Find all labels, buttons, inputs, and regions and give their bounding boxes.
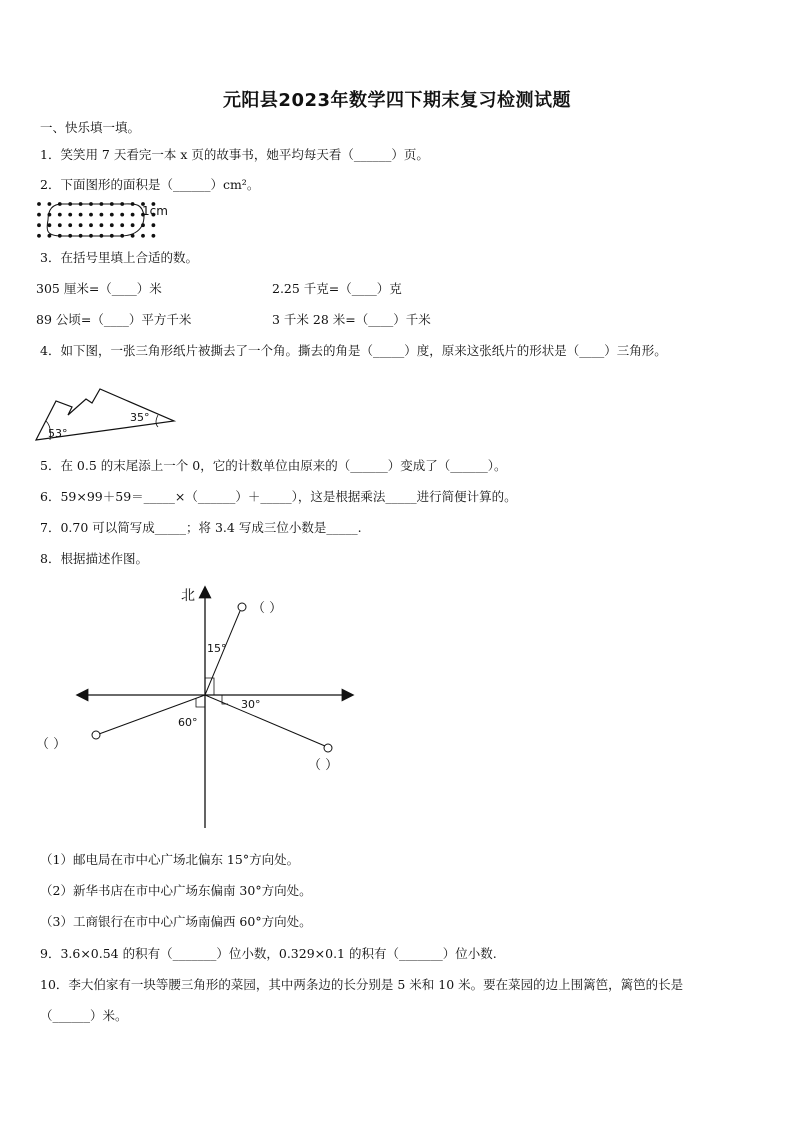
- grid-dot: [110, 213, 114, 217]
- angle-arc-right: [156, 415, 158, 427]
- question-10-line-2: （______）米。: [40, 1008, 128, 1023]
- grid-dot: [152, 234, 156, 238]
- grid-dot: [152, 223, 156, 227]
- question-6: 6．59×99＋59＝_____×（______）＋_____），这是根据乘法_____进行简便计算的。: [40, 489, 517, 504]
- figure-outline: [47, 204, 144, 236]
- point-se: [324, 744, 332, 752]
- north-label: 北: [181, 588, 195, 604]
- grid-dot: [48, 202, 52, 206]
- ray-se: [205, 695, 325, 746]
- grid-dot: [37, 213, 41, 217]
- question-3b: 2.25 千克=（____）克: [272, 281, 402, 296]
- angle-label-60: 60°: [178, 716, 198, 729]
- question-3: 3．在括号里填上合适的数。: [40, 250, 198, 265]
- dot-grid-figure: [34, 200, 194, 240]
- direction-diagram: [32, 578, 372, 838]
- grid-dot: [68, 213, 72, 217]
- grid-dot: [89, 213, 93, 217]
- grid-dot: [131, 223, 135, 227]
- grid-dot: [37, 202, 41, 206]
- question-8-part-2: （2）新华书店在市中心广场东偏南 30°方向处。: [40, 883, 312, 898]
- page-title: 元阳县2023年数学四下期末复习检测试题: [222, 90, 572, 111]
- grid-dot: [141, 234, 145, 238]
- question-3d: 3 千米 28 米=（____）千米: [272, 312, 431, 327]
- question-8-part-3: （3）工商银行在市中心广场南偏西 60°方向处。: [40, 914, 312, 929]
- dot-grid: [37, 202, 155, 238]
- question-10-line-1: 10．李大伯家有一块等腰三角形的菜园，其中两条边的长分别是 5 米和 10 米。要在菜园的边上围篱笆，篱笆的长是: [40, 977, 684, 992]
- angle-label-35: 35°: [130, 411, 150, 424]
- angle-label-15: 15°: [207, 642, 227, 655]
- grid-dot: [89, 223, 93, 227]
- question-3a: 305 厘米=（____）米: [36, 281, 162, 296]
- grid-dot: [100, 223, 104, 227]
- grid-dot: [58, 213, 62, 217]
- blank-sw: （ ）: [36, 737, 67, 752]
- question-1: 1．笑笑用 7 天看完一本 x 页的故事书，她平均每天看（______）页。: [40, 147, 429, 162]
- question-2: 2．下面图形的面积是（______）cm²。: [40, 177, 260, 192]
- grid-dot: [100, 213, 104, 217]
- question-4: 4．如下图，一张三角形纸片被撕去了一个角。撕去的角是（_____）度，原来这张纸片的形状是（____）三角形。: [40, 343, 667, 358]
- question-5: 5．在 0.5 的末尾添上一个 0，它的计数单位由原来的（______）变成了（______）。: [40, 458, 507, 473]
- question-7: 7．0.70 可以简写成_____；将 3.4 写成三位小数是_____.: [40, 520, 362, 535]
- question-3c: 89 公顷=（____）平方千米: [36, 312, 192, 327]
- unit-label: 1cm: [142, 204, 168, 218]
- grid-dot: [131, 213, 135, 217]
- section-heading: 一、快乐填一填。: [40, 120, 141, 135]
- question-8-part-1: （1）邮电局在市中心广场北偏东 15°方向处。: [40, 852, 300, 867]
- grid-dot: [37, 223, 41, 227]
- grid-dot: [68, 223, 72, 227]
- torn-triangle-figure: [34, 385, 184, 445]
- question-8: 8．根据描述作图。: [40, 551, 148, 566]
- grid-dot: [120, 213, 124, 217]
- point-sw: [92, 731, 100, 739]
- point-ne: [238, 603, 246, 611]
- blank-se: （ ）: [308, 758, 339, 773]
- grid-dot: [110, 223, 114, 227]
- blank-ne: （ ）: [252, 601, 283, 616]
- grid-dot: [120, 223, 124, 227]
- angle-label-53: 53°: [48, 427, 68, 440]
- question-9: 9．3.6×0.54 的积有（_______）位小数，0.329×0.1 的积有（_______）位小数.: [40, 946, 497, 961]
- grid-dot: [37, 234, 41, 238]
- grid-dot: [79, 213, 83, 217]
- grid-dot: [58, 223, 62, 227]
- grid-dot: [79, 223, 83, 227]
- angle-label-30: 30°: [241, 698, 261, 711]
- grid-dot: [48, 223, 52, 227]
- angle-mark-sw: [196, 698, 205, 707]
